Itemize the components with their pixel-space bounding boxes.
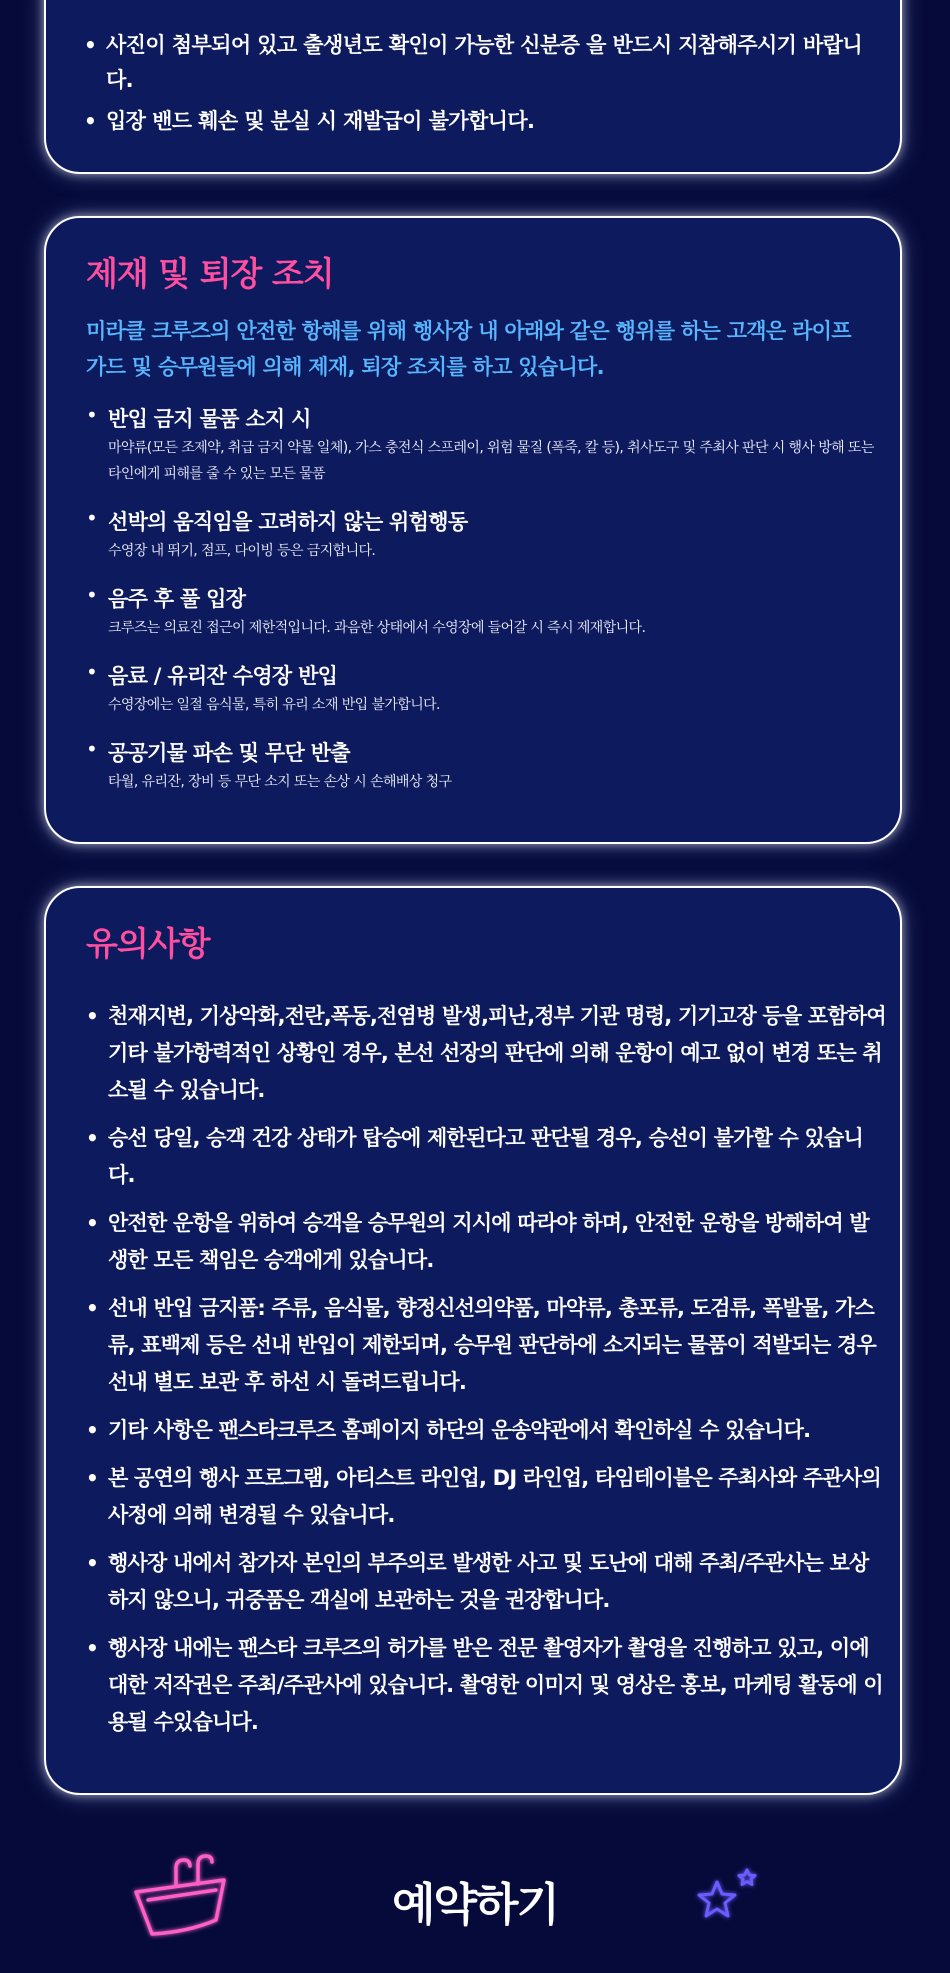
list-item: • 입장 밴드 훼손 및 분실 시 재발급이 불가합니다. [84,104,864,139]
item-description: 수영장에는 일절 음식물, 특히 유리 소재 반입 불가합니다. [108,697,440,713]
item-description: 타월, 유리잔, 장비 등 무단 소지 또는 손상 시 손해배상 청구 [108,774,452,790]
sanctions-list [86,403,876,814]
list-item [86,737,876,795]
item-title: • 공공기물 파손 및 무단 반출 [108,741,350,765]
neon-boat-icon [128,1850,238,1954]
item-title: • 음료 / 유리잔 수영장 반입 [108,664,338,688]
section-intro: 미라클 크루즈의 안전한 항해를 위해 행사장 내 아래와 같은 행위를 하는 고객은 라이프가드 및 승무원들에 의해 제재, 퇴장 조치를 하고 있습니다. [86,319,851,379]
list-item: • 행사장 내에서 참가자 본인의 부주의로 발생한 사고 및 도난에 대해 주최/주관사는 보상하지 않으니, 귀중품은 객실에 보관하는 것을 권장합니다. [86,1545,886,1619]
list-item [86,660,876,718]
item-title: • 음주 후 풀 입장 [108,587,246,611]
list-item: • 천재지변, 기상악화,전란,폭동,전염병 발생,피난,정부 기관 명령, 기기고장 등을 포함하여 기타 불가항력적인 상황인 경우, 본선 선장의 판단에 의해 운항이 예고 없이 변경 또는 취소될 수 있습니다. [86,998,886,1109]
list-item: • 기타 사항은 팬스타크루즈 홈페이지 하단의 운송약관에서 확인하실 수 있습니다. [86,1412,886,1449]
list-item [86,583,876,641]
item-title: • 선박의 움직임을 고려하지 않는 위험행동 [108,510,468,534]
notice-card [44,886,902,1795]
list-item: • 안전한 운항을 위하여 승객을 승무원의 지시에 따라야 하며, 안전한 운항을 방해하여 발생한 모든 책임은 승객에게 있습니다. [86,1205,886,1279]
section-title: 유의사항 [86,924,210,963]
item-description: 수영장 내 뛰기, 점프, 다이빙 등은 금지합니다. [108,543,376,559]
list-item: • 승선 당일, 승객 건강 상태가 탑승에 제한된다고 판단될 경우, 승선이 불가할 수 있습니다. [86,1120,886,1194]
notice-list [86,998,886,1752]
item-title: • 반입 금지 물품 소지 시 [108,407,311,431]
list-item: • 본 공연의 행사 프로그램, 아티스트 라인업, DJ 라인업, 타임테이블은 주최사와 주관사의 사정에 의해 변경될 수 있습니다. [86,1460,886,1534]
list-item: • 선내 반입 금지품: 주류, 음식물, 향정신선의약품, 마약류, 총포류, 도검류, 폭발물, 가스류, 표백제 등은 선내 반입이 제한되며, 승무원 판단하에 소지되는 물품이 적발되는 경우 선내 별도 보관 후 하선 시 돌려드립니다. [86,1290,886,1401]
reserve-button[interactable]: 예약하기 [392,1878,558,1931]
list-item [86,506,876,564]
sanctions-card [44,216,902,844]
neon-stars-icon [695,1864,765,1928]
list-item: • 행사장 내에는 팬스타 크루즈의 허가를 받은 전문 촬영자가 촬영을 진행하고 있고, 이에 대한 저작권은 주최/주관사에 있습니다. 촬영한 이미지 및 영상은 홍보, 마케팅 활동에 이용될 수있습니다. [86,1630,886,1741]
list-item [86,403,876,487]
reserve-footer [0,1830,950,1973]
item-description: 크루즈는 의료진 접근이 제한적입니다. 과음한 상태에서 수영장에 들어갈 시 즉시 제재합니다. [108,620,646,636]
admission-notice-card [44,0,902,174]
admission-list [84,28,864,145]
item-description: 마약류(모든 조제약, 취급 금지 약물 일체), 가스 충전식 스프레이, 위험 물질 (폭죽, 칼 등), 취사도구 및 주최사 판단 시 행사 방해 또는 타인에게 피해를 줄 수 있는 모든 물품 [108,440,874,482]
section-title: 제재 및 퇴장 조치 [86,254,334,293]
list-item: • 사진이 첨부되어 있고 출생년도 확인이 가능한 신분증 을 반드시 지참해주시기 바랍니다. [84,28,864,98]
